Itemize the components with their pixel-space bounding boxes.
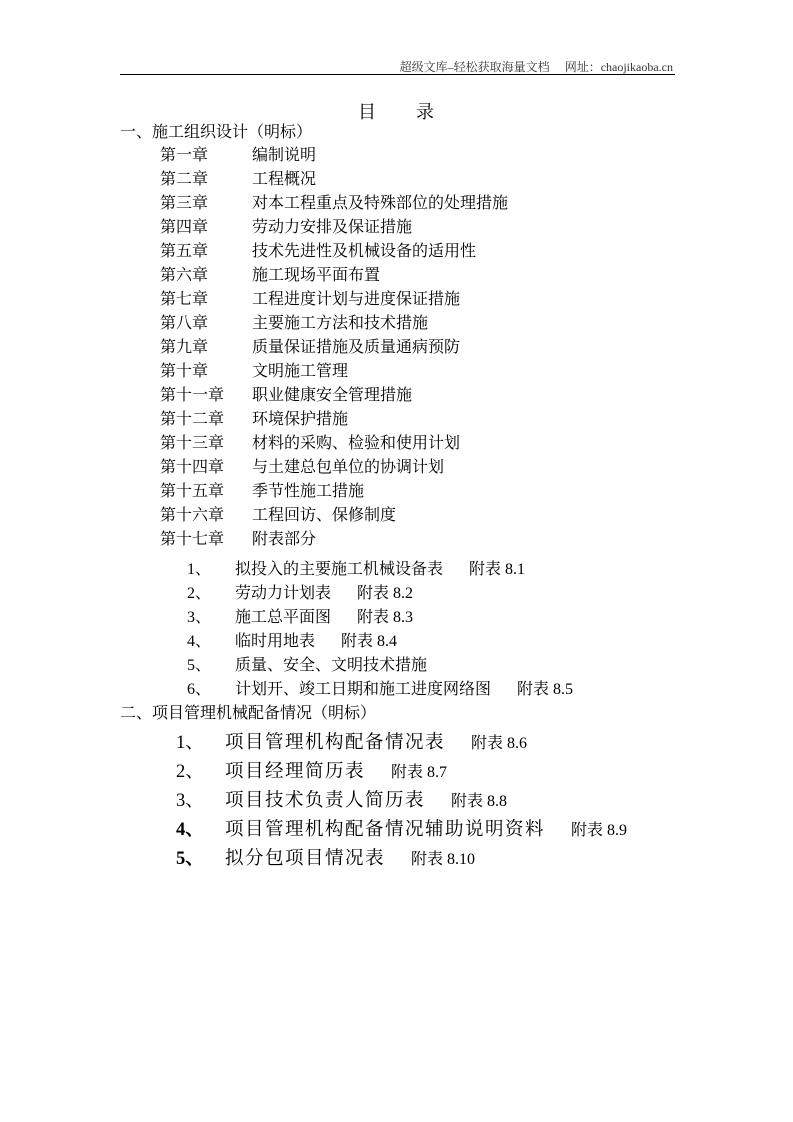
item-number: 5、 bbox=[187, 657, 212, 674]
chapter-title: 季节性施工措施 bbox=[252, 483, 365, 500]
chapter-label: 第三章 bbox=[160, 195, 209, 212]
chapter-title: 附表部分 bbox=[252, 531, 317, 548]
item-title: 项目管理机构配备情况表 bbox=[225, 733, 446, 753]
toc-section2-item bbox=[176, 731, 527, 756]
toc-chapter bbox=[160, 482, 364, 502]
item-ref: 附表 8.4 bbox=[341, 633, 398, 650]
toc-chapter bbox=[160, 170, 316, 190]
item-ref: 附表 8.10 bbox=[411, 851, 476, 868]
item-number: 1、 bbox=[176, 733, 204, 753]
item-number: 4、 bbox=[187, 633, 212, 650]
toc-chapter bbox=[160, 458, 444, 478]
chapter-title: 环境保护措施 bbox=[252, 411, 349, 428]
item-title: 质量、安全、文明技术措施 bbox=[235, 657, 428, 674]
chapter-label: 第一章 bbox=[160, 147, 209, 164]
item-ref: 附表 8.3 bbox=[357, 609, 414, 626]
item-title: 项目经理简历表 bbox=[225, 762, 366, 782]
header-rule bbox=[120, 74, 675, 75]
item-title: 临时用地表 bbox=[235, 633, 316, 650]
toc-section2-item bbox=[176, 760, 447, 785]
chapter-title: 编制说明 bbox=[252, 147, 317, 164]
toc-chapter bbox=[160, 410, 348, 430]
chapter-label: 第十七章 bbox=[160, 531, 225, 548]
item-title: 拟投入的主要施工机械设备表 bbox=[235, 561, 444, 578]
item-ref: 附表 8.6 bbox=[471, 735, 528, 752]
chapter-label: 第四章 bbox=[160, 219, 209, 236]
item-title: 劳动力计划表 bbox=[235, 585, 332, 602]
item-title: 施工总平面图 bbox=[235, 609, 332, 626]
item-ref: 附表 8.1 bbox=[469, 561, 526, 578]
chapter-label: 第六章 bbox=[160, 267, 209, 284]
toc-chapter bbox=[160, 146, 316, 166]
item-title: 计划开、竣工日期和施工进度网络图 bbox=[235, 681, 492, 698]
toc-chapter bbox=[160, 386, 412, 406]
toc-chapter bbox=[160, 242, 476, 262]
item-number: 4、 bbox=[176, 820, 204, 840]
toc-appendix-item bbox=[187, 608, 413, 628]
header-site: 超级文库–轻松获取海量文档 bbox=[399, 60, 550, 74]
chapter-label: 第十四章 bbox=[160, 459, 225, 476]
item-number: 3、 bbox=[176, 791, 204, 811]
chapter-title: 施工现场平面布置 bbox=[252, 267, 381, 284]
chapter-title: 职业健康安全管理措施 bbox=[252, 387, 413, 404]
item-title: 项目技术负责人简历表 bbox=[225, 791, 426, 811]
item-ref: 附表 8.2 bbox=[357, 585, 414, 602]
item-title: 项目管理机构配备情况辅助说明资料 bbox=[225, 820, 546, 840]
chapter-label: 第十五章 bbox=[160, 483, 225, 500]
toc-chapter bbox=[160, 266, 380, 286]
chapter-title: 质量保证措施及质量通病预防 bbox=[252, 339, 461, 356]
toc-section2-item bbox=[176, 789, 507, 814]
toc-chapter bbox=[160, 338, 460, 358]
item-number: 6、 bbox=[187, 681, 212, 698]
item-ref: 附表 8.7 bbox=[391, 764, 448, 781]
chapter-label: 第十一章 bbox=[160, 387, 225, 404]
item-ref: 附表 8.5 bbox=[517, 681, 574, 698]
chapter-label: 第十章 bbox=[160, 363, 209, 380]
chapter-title: 文明施工管理 bbox=[252, 363, 349, 380]
item-ref: 附表 8.9 bbox=[571, 822, 628, 839]
item-title: 拟分包项目情况表 bbox=[225, 849, 386, 869]
item-number: 3、 bbox=[187, 609, 212, 626]
title-char: 目 bbox=[358, 102, 376, 122]
section-heading-1: 一、施工组织设计（明标） bbox=[120, 124, 313, 141]
toc-chapter bbox=[160, 362, 348, 382]
item-number: 5、 bbox=[176, 849, 204, 869]
item-number: 1、 bbox=[187, 561, 212, 578]
chapter-label: 第十三章 bbox=[160, 435, 225, 452]
toc-chapter bbox=[160, 314, 428, 334]
chapter-label: 第五章 bbox=[160, 243, 209, 260]
section-heading-2: 二、项目管理机械配备情况（明标） bbox=[120, 705, 377, 722]
chapter-title: 工程进度计划与进度保证措施 bbox=[252, 291, 461, 308]
chapter-title: 与土建总包单位的协调计划 bbox=[252, 459, 445, 476]
item-number: 2、 bbox=[187, 585, 212, 602]
chapter-label: 第十六章 bbox=[160, 507, 225, 524]
toc-appendix-item bbox=[187, 680, 573, 700]
chapter-title: 对本工程重点及特殊部位的处理措施 bbox=[252, 195, 509, 212]
page-title bbox=[358, 98, 474, 124]
chapter-label: 第七章 bbox=[160, 291, 209, 308]
chapter-label: 第二章 bbox=[160, 171, 209, 188]
chapter-label: 第九章 bbox=[160, 339, 209, 356]
toc-appendix-item bbox=[187, 584, 413, 604]
toc-chapter bbox=[160, 530, 316, 550]
toc-chapter bbox=[160, 194, 508, 214]
toc-chapter bbox=[160, 434, 460, 454]
chapter-title: 技术先进性及机械设备的适用性 bbox=[252, 243, 477, 260]
toc-appendix-item bbox=[187, 560, 525, 580]
chapter-title: 工程概况 bbox=[252, 171, 317, 188]
toc-chapter bbox=[160, 218, 412, 238]
chapter-title: 材料的采购、检验和使用计划 bbox=[252, 435, 461, 452]
chapter-label: 第八章 bbox=[160, 315, 209, 332]
chapter-title: 工程回访、保修制度 bbox=[252, 507, 397, 524]
item-number: 2、 bbox=[176, 762, 204, 782]
toc-appendix-item bbox=[187, 632, 397, 652]
title-char: 录 bbox=[416, 102, 434, 122]
chapter-title: 主要施工方法和技术措施 bbox=[252, 315, 429, 332]
chapter-title: 劳动力安排及保证措施 bbox=[252, 219, 413, 236]
page-header bbox=[400, 58, 673, 75]
toc-chapter bbox=[160, 506, 396, 526]
item-ref: 附表 8.8 bbox=[451, 793, 508, 810]
chapter-label: 第十二章 bbox=[160, 411, 225, 428]
toc-section2-item bbox=[176, 847, 475, 872]
toc-chapter bbox=[160, 290, 460, 310]
header-url: 网址：chaojikaoba.cn bbox=[564, 60, 673, 74]
toc-section2-item bbox=[176, 818, 627, 843]
toc-appendix-item bbox=[187, 656, 427, 676]
